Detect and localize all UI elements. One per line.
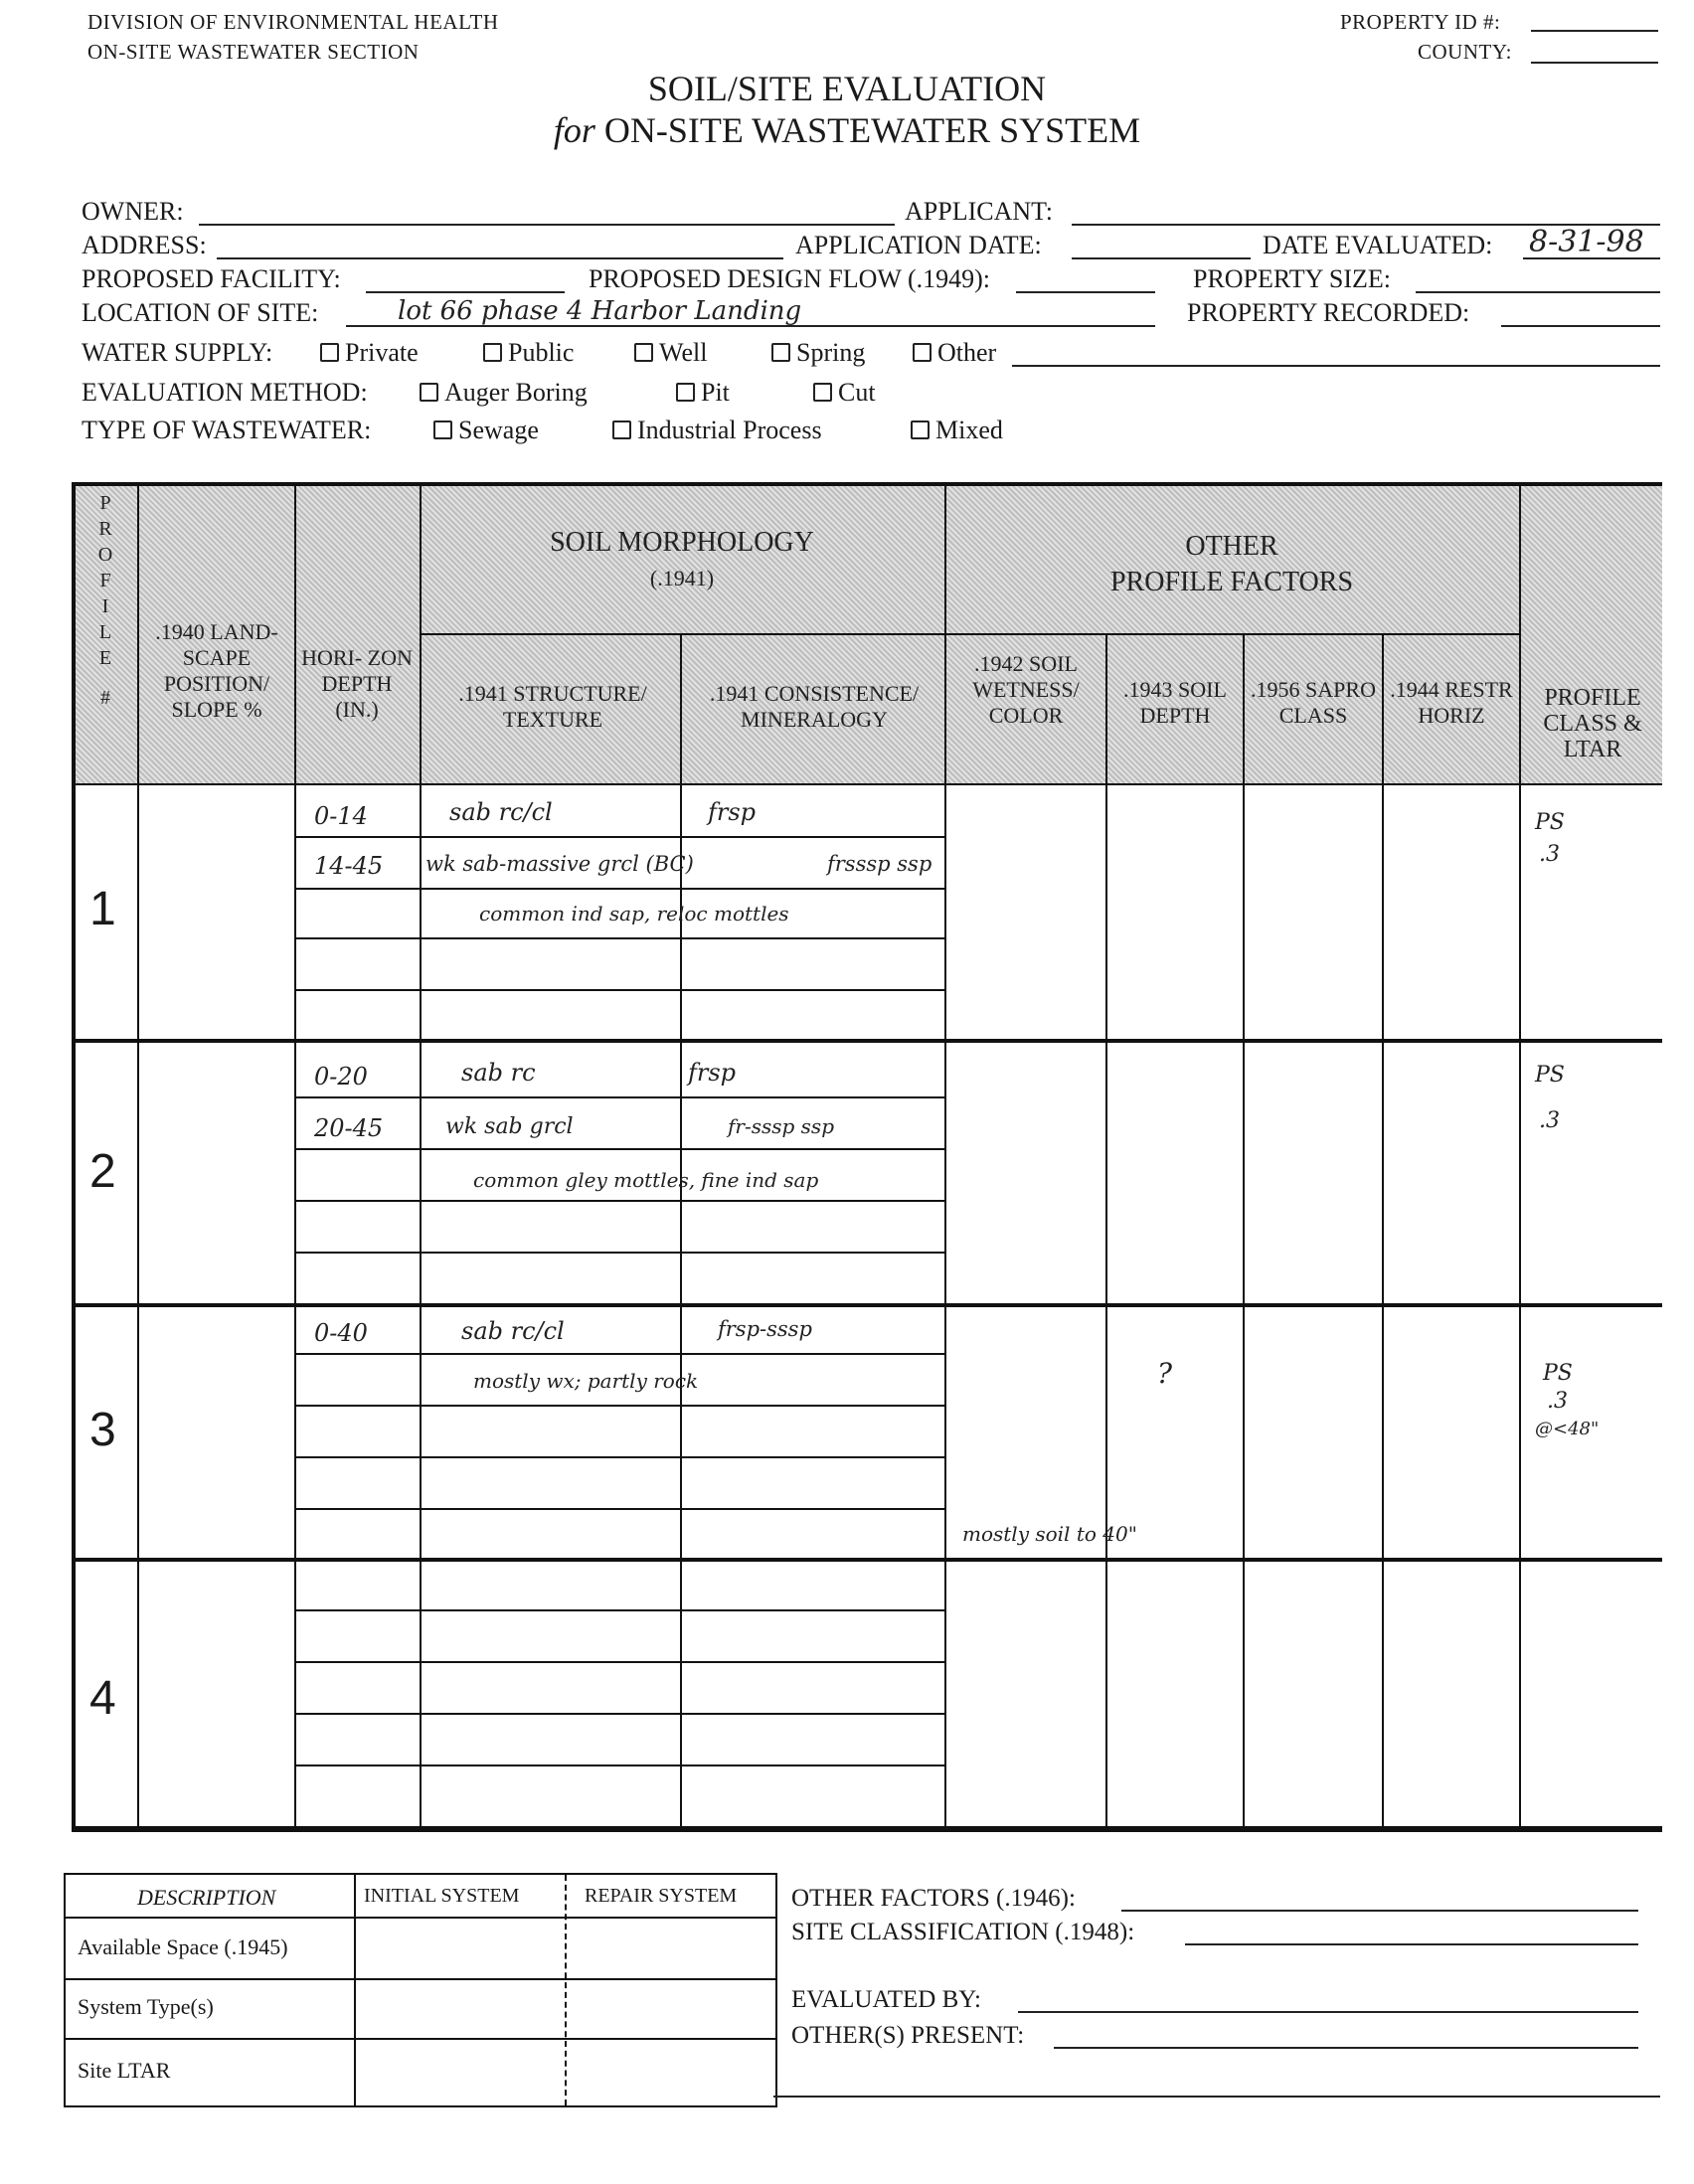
property-recorded-field[interactable] [1501, 325, 1660, 327]
row1-depth-2[interactable]: 14-45 [314, 852, 384, 880]
border [72, 1826, 1662, 1832]
county-field[interactable] [1531, 62, 1658, 64]
row1-consistence-2[interactable]: frsssp ssp [827, 852, 932, 876]
row3-wetness-note[interactable]: mostly soil to 40" [962, 1522, 1137, 1546]
proposed-facility-field[interactable] [366, 291, 565, 293]
property-id-field[interactable] [1531, 30, 1658, 32]
form-subtitle [0, 109, 1694, 151]
row1-ltar[interactable]: .3 [1539, 842, 1560, 867]
row2-depth-2[interactable]: 20-45 [314, 1114, 384, 1142]
option-label: Well [659, 338, 708, 367]
row1-structure-2[interactable]: wk sab-massive grcl (BC) [425, 852, 694, 876]
option-label: Spring [796, 338, 866, 367]
landscape-header: .1940 LAND- SCAPE POSITION/ SLOPE % [155, 619, 278, 722]
address-label: ADDRESS: [82, 231, 207, 259]
available-space-label: Available Space (.1945) [78, 1934, 288, 1959]
title-for: for [553, 110, 595, 150]
location-label: LOCATION OF SITE: [82, 298, 319, 327]
other-factors-label: OTHER FACTORS (.1946): [791, 1885, 1076, 1912]
applicant-label: APPLICANT: [905, 197, 1053, 226]
initial-system-header: INITIAL SYSTEM [364, 1885, 520, 1907]
horizon-line [294, 1713, 944, 1715]
design-flow-label: PROPOSED DESIGN FLOW (.1949): [589, 264, 990, 293]
method-auger[interactable] [420, 378, 588, 408]
water-public[interactable] [483, 338, 574, 368]
row2-notes[interactable]: common gley mottles, fine ind sap [473, 1168, 819, 1192]
proposed-facility-label: PROPOSED FACILITY: [82, 264, 341, 293]
row2-depth-1[interactable]: 0-20 [314, 1063, 368, 1091]
row2-profile-class[interactable]: PS [1535, 1063, 1565, 1088]
repair-system-type-cell[interactable] [567, 1980, 773, 2038]
horizon-line [294, 1353, 944, 1355]
division-name: DIVISION OF ENVIRONMENTAL HEALTH [87, 10, 499, 34]
description-header: DESCRIPTION [137, 1885, 276, 1910]
checkbox-icon [911, 420, 930, 439]
row-divider [72, 1039, 1662, 1043]
letter: I [101, 595, 109, 617]
horizon-line [294, 1148, 944, 1150]
horizon-line [294, 989, 944, 991]
option-label: Pit [701, 378, 730, 407]
profile-letters [76, 490, 135, 711]
repair-system-header: REPAIR SYSTEM [585, 1885, 738, 1907]
other-header: OTHER [1185, 531, 1278, 562]
col-line [680, 633, 682, 1829]
bottom-rule [773, 2096, 1660, 2098]
initial-system-type-cell[interactable] [356, 1980, 563, 2038]
checkbox-icon [771, 343, 790, 362]
others-present-field[interactable] [1054, 2047, 1638, 2049]
wastewater-industrial[interactable] [612, 416, 822, 445]
option-label: Industrial Process [637, 416, 822, 444]
evaluation-method-label: EVALUATION METHOD: [82, 378, 368, 407]
row-number-2: 2 [89, 1145, 116, 1198]
method-pit[interactable] [676, 378, 730, 408]
wastewater-label: TYPE OF WASTEWATER: [82, 416, 372, 444]
sapro-header: .1956 SAPRO CLASS [1251, 677, 1376, 728]
option-label: Cut [838, 378, 876, 407]
water-other[interactable] [913, 338, 996, 368]
title-system: ON-SITE WASTEWATER SYSTEM [603, 110, 1141, 150]
consistence-header: .1941 CONSISTENCE/ MINERALOGY [709, 681, 920, 732]
section-name: ON-SITE WASTEWATER SECTION [87, 40, 420, 64]
row2-ltar[interactable]: .3 [1539, 1108, 1560, 1133]
horizon-line [294, 1661, 944, 1663]
header-bottom-line [72, 783, 1662, 785]
property-recorded-label: PROPERTY RECORDED: [1187, 298, 1470, 327]
letter: E [98, 647, 112, 669]
soil-morphology-code: (.1941) [649, 566, 715, 590]
row1-profile-class[interactable]: PS [1535, 810, 1565, 835]
location-value[interactable]: lot 66 phase 4 Harbor Landing [398, 296, 802, 326]
horizon-line [294, 1252, 944, 1254]
soil-profile-table [72, 482, 1662, 1829]
system-types-label: System Type(s) [78, 1994, 214, 2019]
horizon-line [294, 1456, 944, 1458]
water-spring[interactable] [771, 338, 865, 368]
county-label: COUNTY: [1418, 40, 1512, 64]
option-label: Public [508, 338, 575, 367]
row1-consistence-1[interactable]: frsp [708, 798, 757, 826]
water-private[interactable] [320, 338, 419, 368]
checkbox-icon [420, 383, 438, 402]
row-number-1: 1 [89, 883, 116, 935]
row2-consistence-1[interactable]: frsp [688, 1059, 737, 1087]
col-line [944, 482, 946, 1829]
option-label: Mixed [935, 416, 1003, 444]
letter: # [100, 687, 110, 709]
checkbox-icon [813, 383, 832, 402]
row3-consistence-1[interactable]: frsp-sssp [718, 1317, 812, 1341]
evaluated-by-field[interactable] [1018, 2011, 1638, 2013]
horizon-line [294, 1405, 944, 1407]
horizon-line [294, 888, 944, 890]
horizon-line [294, 1200, 944, 1202]
row3-profile-class[interactable]: PS [1543, 1361, 1573, 1386]
wetness-header: .1942 SOIL WETNESS/ COLOR [972, 651, 1080, 728]
row3-soil-depth[interactable]: ? [1157, 1357, 1173, 1390]
option-label: Sewage [458, 416, 539, 444]
row1-notes[interactable]: common ind sap, reloc mottles [479, 902, 789, 925]
col-line [420, 482, 422, 1829]
option-label: Private [345, 338, 419, 367]
design-flow-field[interactable] [1016, 291, 1155, 293]
date-evaluated-value[interactable]: 8-31-98 [1529, 225, 1644, 259]
row1-depth-1[interactable]: 0-14 [314, 802, 368, 830]
water-other-field[interactable] [1012, 365, 1660, 367]
col-line [1243, 633, 1245, 1829]
other-factors-field[interactable] [1121, 1910, 1638, 1912]
letter: R [98, 518, 112, 540]
checkbox-icon [320, 343, 339, 362]
property-id-label: PROPERTY ID #: [1340, 10, 1501, 34]
repair-available-space-cell[interactable] [567, 1919, 773, 1978]
horizon-line [294, 1508, 944, 1510]
option-label: Other [937, 338, 997, 367]
row3-structure-1[interactable]: sab rc/cl [461, 1317, 565, 1345]
site-classification-field[interactable] [1185, 1943, 1638, 1945]
property-size-label: PROPERTY SIZE: [1193, 264, 1391, 293]
col-line [294, 482, 296, 1829]
letter: L [98, 621, 112, 643]
checkbox-icon [483, 343, 502, 362]
wastewater-mixed[interactable] [911, 416, 1003, 445]
row3-depth-1[interactable]: 0-40 [314, 1319, 368, 1347]
checkbox-icon [433, 420, 452, 439]
restr-header: .1944 RESTR HORIZ [1390, 677, 1513, 728]
row2-consistence-2[interactable]: fr-sssp ssp [728, 1114, 835, 1138]
profile-class-header: PROFILE CLASS & LTAR [1543, 685, 1642, 762]
system-table [64, 1873, 777, 2107]
horizon-line [294, 937, 944, 939]
checkbox-icon [634, 343, 653, 362]
water-supply-label: WATER SUPPLY: [82, 338, 273, 367]
row-divider [72, 1558, 1662, 1562]
letter: P [99, 492, 111, 514]
horizon-line [294, 836, 944, 838]
checkbox-icon [676, 383, 695, 402]
initial-available-space-cell[interactable] [356, 1919, 563, 1978]
horizon-line [294, 1764, 944, 1766]
application-date-label: APPLICATION DATE: [795, 231, 1042, 259]
row3-ltar[interactable]: .3 [1547, 1389, 1568, 1414]
row2-structure-1[interactable]: sab rc [461, 1059, 536, 1087]
form-title: SOIL/SITE EVALUATION [647, 69, 1047, 108]
owner-field[interactable] [199, 224, 895, 226]
method-cut[interactable] [813, 378, 876, 408]
horizon-line [294, 1609, 944, 1611]
water-well[interactable] [634, 338, 707, 368]
others-present-label: OTHER(S) PRESENT: [791, 2022, 1025, 2049]
col-line [1519, 482, 1521, 1829]
row2-structure-2[interactable]: wk sab grcl [445, 1114, 574, 1139]
evaluated-by-label: EVALUATED BY: [791, 1986, 981, 2013]
row-number-3: 3 [89, 1404, 116, 1456]
checkbox-icon [612, 420, 631, 439]
date-evaluated-label: DATE EVALUATED: [1263, 231, 1493, 259]
owner-label: OWNER: [82, 197, 184, 226]
header-sub-line [420, 633, 1519, 635]
checkbox-icon [913, 343, 932, 362]
property-size-field[interactable] [1416, 291, 1660, 293]
application-date-field[interactable] [1072, 257, 1251, 259]
row3-notes[interactable]: mostly wx; partly rock [473, 1369, 699, 1393]
structure-header: .1941 STRUCTURE/ TEXTURE [458, 681, 647, 732]
soil-depth-header: .1943 SOIL DEPTH [1123, 677, 1227, 728]
site-ltar-label: Site LTAR [78, 2058, 171, 2083]
col-line [137, 482, 139, 1829]
soil-morphology-header: SOIL MORPHOLOGY [550, 527, 814, 558]
horizon-header: HORI- ZON DEPTH (IN.) [301, 645, 413, 722]
border [72, 482, 1662, 486]
row1-structure-1[interactable]: sab rc/cl [449, 798, 553, 826]
initial-site-ltar-cell[interactable] [356, 2040, 563, 2103]
wastewater-sewage[interactable] [433, 416, 539, 445]
letter: F [99, 570, 111, 591]
row-divider [72, 1303, 1662, 1307]
letter: O [97, 544, 113, 566]
col-line [1382, 633, 1384, 1829]
horizon-line [294, 1096, 944, 1098]
repair-site-ltar-cell[interactable] [567, 2040, 773, 2103]
row3-ltar-depth[interactable]: @<48" [1535, 1419, 1600, 1439]
site-classification-label: SITE CLASSIFICATION (.1948): [791, 1919, 1135, 1945]
address-field[interactable] [217, 257, 783, 259]
profile-factors-header: PROFILE FACTORS [1109, 567, 1354, 597]
row-number-4: 4 [89, 1672, 116, 1725]
option-label: Auger Boring [444, 378, 588, 407]
col-line [1105, 633, 1107, 1829]
